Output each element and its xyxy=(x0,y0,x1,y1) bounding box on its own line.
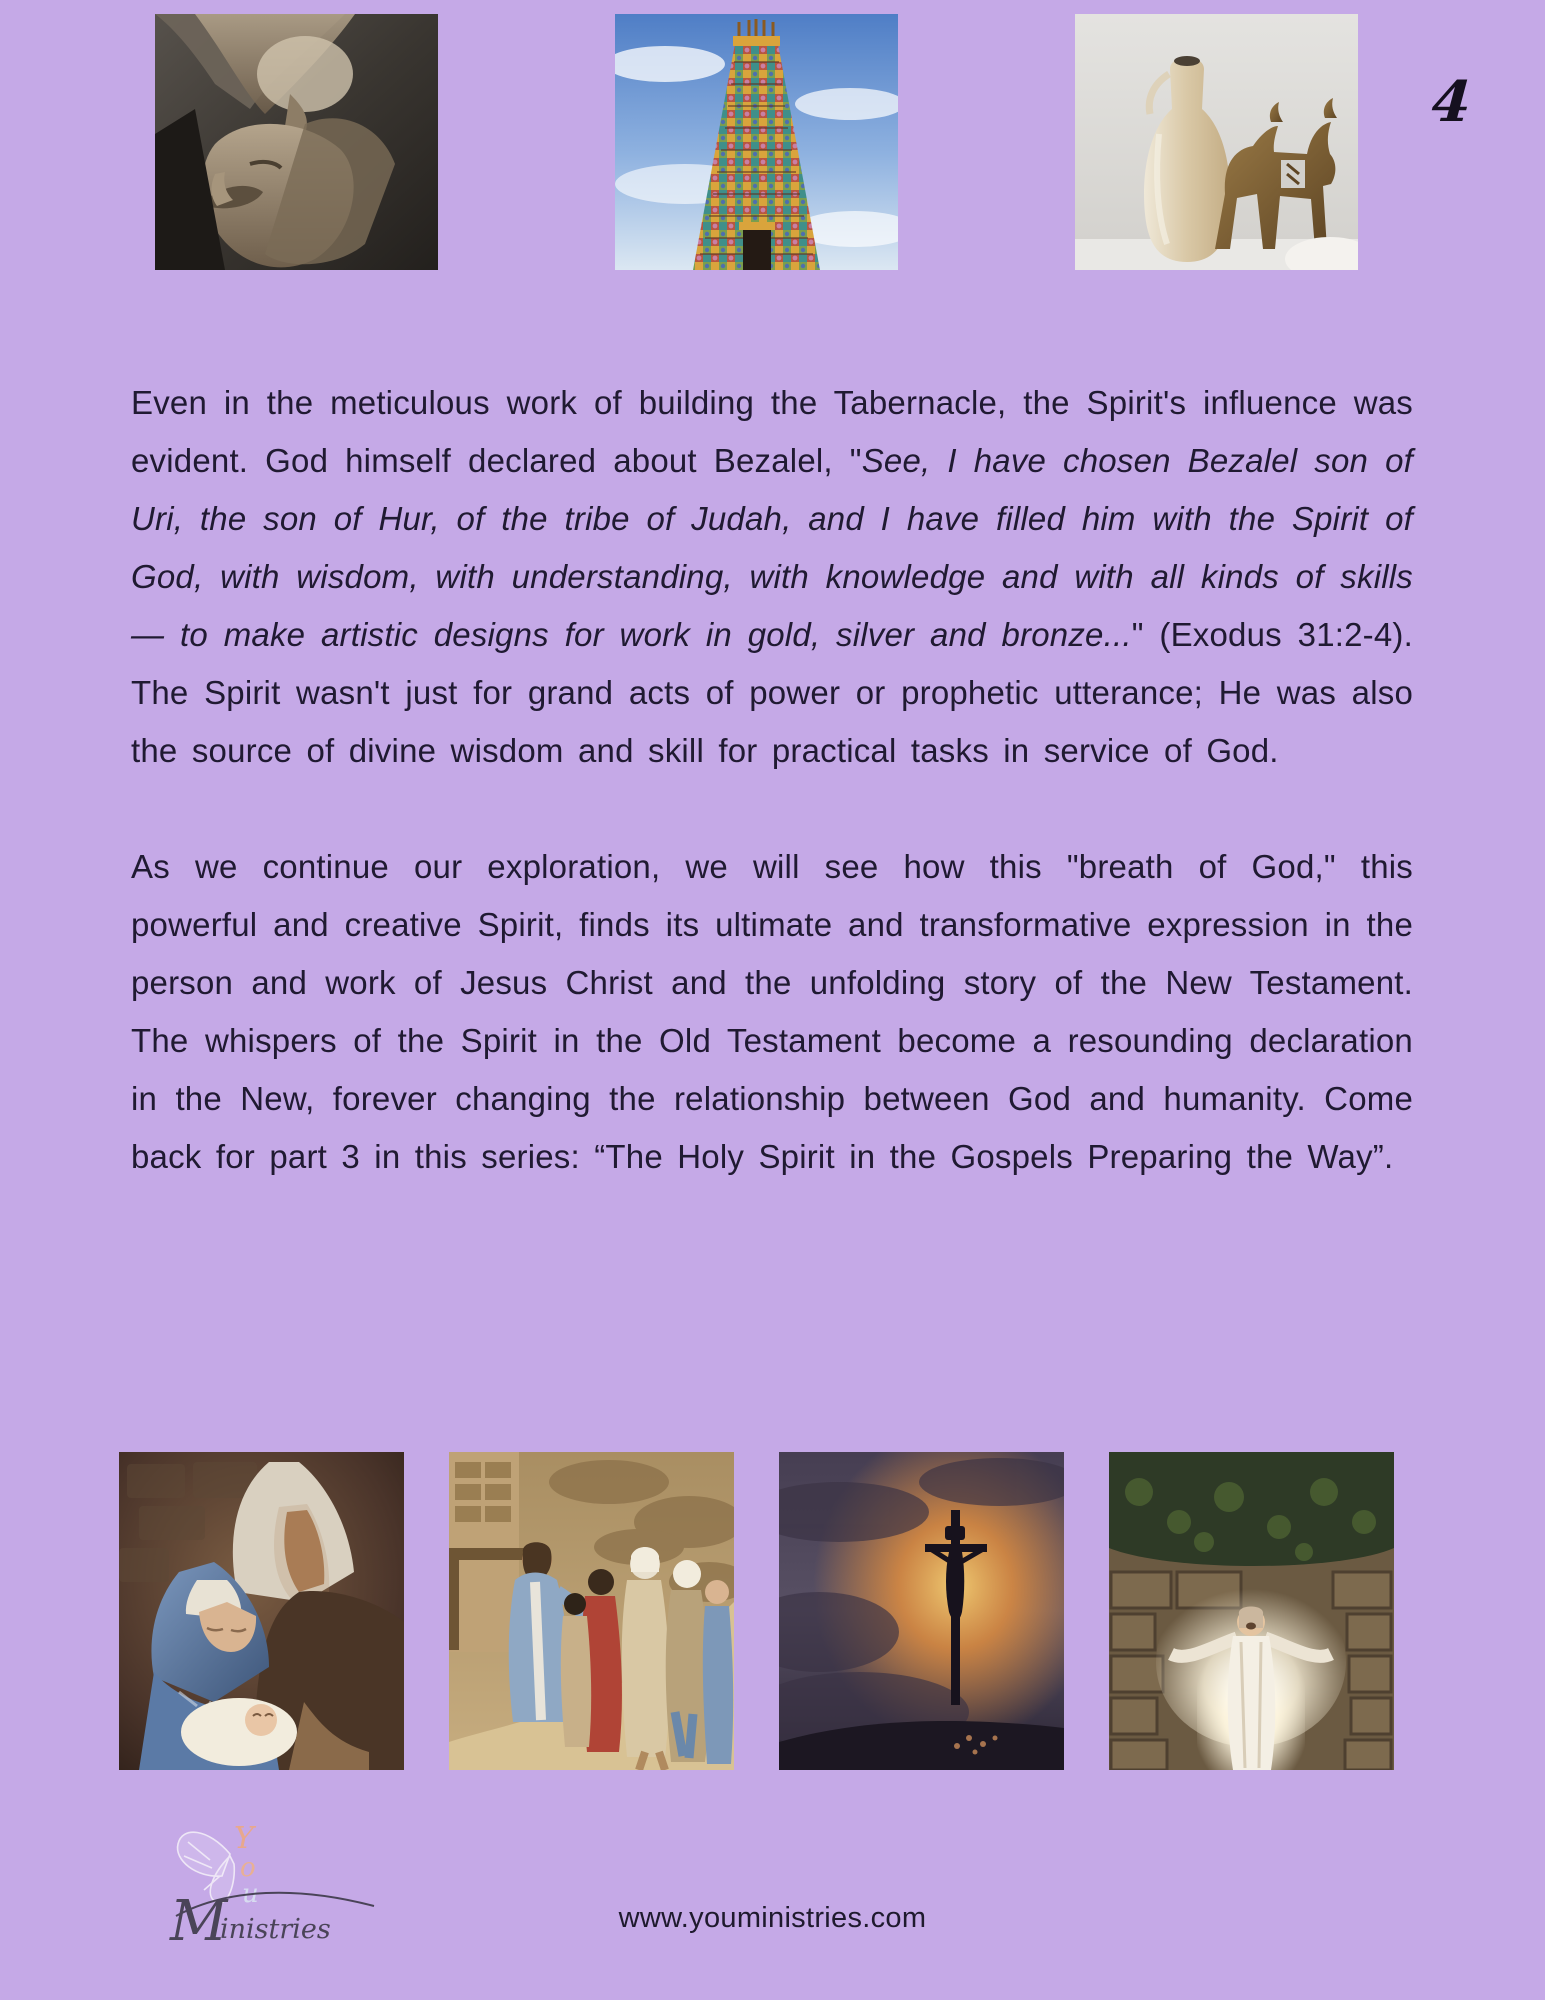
logo-word-ministries: inistries xyxy=(220,1914,331,1945)
nativity-scene-art xyxy=(119,1452,404,1770)
hindu-temple-gopuram-art xyxy=(615,14,898,270)
logo-letter-u: u xyxy=(242,1879,259,1909)
article-body xyxy=(131,374,1413,1244)
website-url: www.youministries.com xyxy=(618,1902,927,1934)
logo-letter-o: o xyxy=(240,1853,256,1883)
resurrection-tomb-art xyxy=(1109,1452,1394,1770)
hindu-temple-gopuram-photo xyxy=(615,14,898,270)
paragraph-conclusion: As we continue our exploration, we will see how this "breath of God," this powerful and creative Spirit, finds its ultimate and transformative expression in the person and work of Jesus Christ and the unfolding story of the New Testament. The whispers of the Spirit in the Old Testament become a resounding declaration in the New, forever changing the relationship between God and humanity. Come back for part 3 in this series: “The Holy Spirit in the Gospels Preparing the Way”. xyxy=(131,848,1413,1175)
resurrection-tomb-photo xyxy=(1109,1452,1394,1770)
jesus-with-crowd-art xyxy=(449,1452,734,1770)
ceramic-vase-bronze-horse-photo xyxy=(1075,14,1358,270)
logo-letter-m: M xyxy=(170,1889,228,1954)
page-number: 4 xyxy=(1429,69,1474,135)
ceramic-vase-bronze-horse-art xyxy=(1075,14,1358,270)
jesus-with-crowd-photo xyxy=(449,1452,734,1770)
crucifixion-sunset-photo xyxy=(779,1452,1064,1770)
bronze-sculpture-faces-photo xyxy=(155,14,438,270)
nativity-scene-photo xyxy=(119,1452,404,1770)
crucifixion-sunset-art xyxy=(779,1452,1064,1770)
paragraph-tabernacle: Even in the meticulous work of building the Tabernacle, the Spirit's influence was evident. God himself declared about Bezalel, "See, I have chosen Bezalel son of Uri, the son of Hur, of the tribe of Judah, and I have filled him with the Spirit of God, with wisdom, with understanding, with knowledge and with all kinds of skills— to make artistic designs for work in gold, silver and bronze..." (Exodus 31:2-4). The Spirit wasn't just for grand acts of power or prophetic utterance; He was also the source of divine wisdom and skill for practical tasks in service of God. xyxy=(131,384,1413,769)
logo-letter-y: Y xyxy=(234,1821,254,1856)
bronze-sculpture-faces-art xyxy=(155,14,438,270)
you-ministries-logo xyxy=(148,1816,378,1966)
